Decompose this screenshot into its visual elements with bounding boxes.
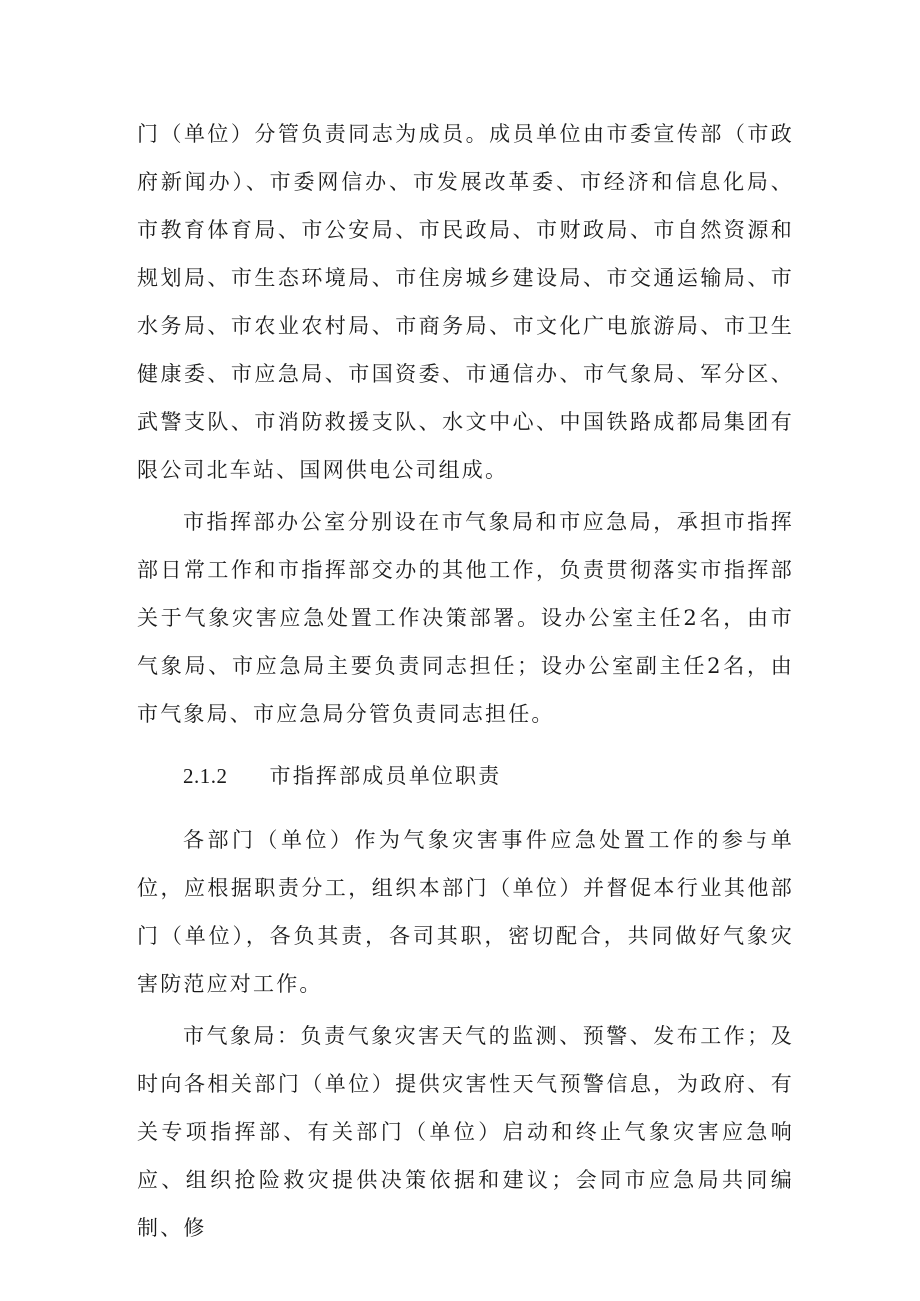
paragraph-member-units: 门（单位）分管负责同志为成员。成员单位由市委宣传部（市政府新闻办）、市委网信办、市发展改革委、市经济和信息化局、市教育体育局、市公安局、市民政局、市财政局、市自然资源和规划局、市生态环境局、市住房城乡建设局、市交通运输局、市水务局、市农业农村局、市商务局、市文化广电旅游局、市卫生健康委、市应急局、市国资委、市通信办、市气象局、军分区、武警支队、市消防救援支队、水文中心、中国铁路成都局集团有限公司北车站、国网供电公司组成。 bbox=[137, 122, 794, 482]
section-number: 2.1.2 bbox=[183, 764, 228, 788]
section-heading bbox=[137, 752, 794, 800]
paragraph-office-setup: 市指挥部办公室分别设在市气象局和市应急局，承担市指挥部日常工作和市指挥部交办的其他工作，负责贯彻落实市指挥部关于气象灾害应急处置工作决策部署。设办公室主任2名，由市气象局、市应急局主要负责同志担任；设办公室副主任2名，由市气象局、市应急局分管负责同志担任。 bbox=[137, 510, 794, 726]
paragraph-weather-bureau: 市气象局：负责气象灾害天气的监测、预警、发布工作；及时向各相关部门（单位）提供灾害性天气预警信息，为政府、有关专项指挥部、有关部门（单位）启动和终止气象灾害应急响应、组织抢险救灾提供决策依据和建议；会同市应急局共同编制、修 bbox=[137, 1024, 794, 1240]
section-title: 市指挥部成员单位职责 bbox=[269, 764, 502, 788]
paragraph-department-duties: 各部门（单位）作为气象灾害事件应急处置工作的参与单位，应根据职责分工，组织本部门（单位）并督促本行业其他部门（单位），各负其责，各司其职，密切配合，共同做好气象灾害防范应对工作。 bbox=[137, 828, 794, 996]
